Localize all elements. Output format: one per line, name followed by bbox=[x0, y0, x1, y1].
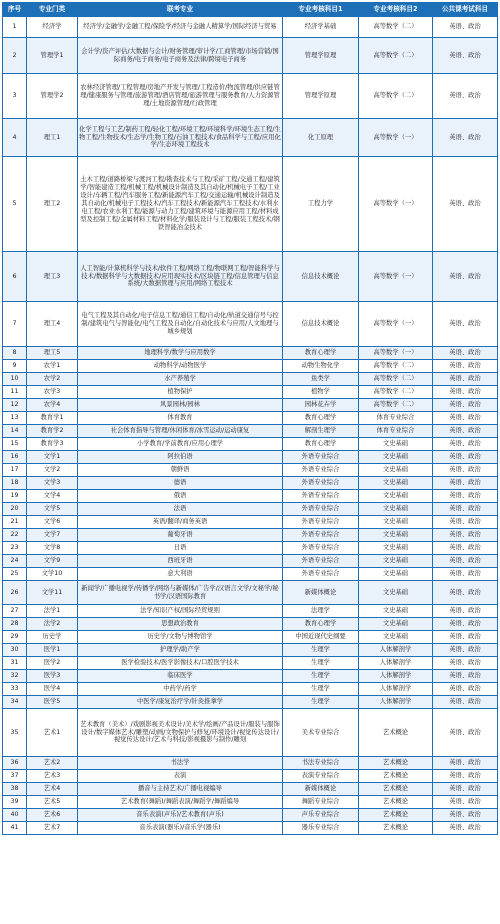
table-cell: 工程力学 bbox=[283, 157, 359, 252]
table-cell: 英语、政治 bbox=[433, 529, 498, 542]
table-cell: 人体解剖学 bbox=[359, 696, 433, 709]
table-cell: 人体解剖学 bbox=[359, 670, 433, 683]
table-cell: 英语、政治 bbox=[433, 683, 498, 696]
table-cell: 农学2 bbox=[27, 373, 78, 386]
table-cell: 新媒体概论 bbox=[283, 581, 359, 605]
header-cell: 专业考核科目1 bbox=[283, 3, 359, 17]
table-cell: 英语、政治 bbox=[433, 38, 498, 74]
table-cell: 教育心理学 bbox=[283, 618, 359, 631]
table-cell: 41 bbox=[3, 822, 27, 835]
table-cell: 水产养殖学 bbox=[78, 373, 283, 386]
table-row bbox=[3, 490, 498, 503]
table-cell: 艺术概论 bbox=[359, 783, 433, 796]
table-cell: 英语、政治 bbox=[433, 618, 498, 631]
table-cell: 英语、政治 bbox=[433, 119, 498, 157]
table-cell: 法理学 bbox=[283, 605, 359, 618]
table-cell: 管理学原理 bbox=[283, 74, 359, 119]
table-cell: 中国近现代史纲要 bbox=[283, 631, 359, 644]
table-cell: 小学教育/学前教育/应用心理学 bbox=[78, 438, 283, 451]
table-cell: 教育学3 bbox=[27, 438, 78, 451]
table-cell: 美术专业综合 bbox=[283, 709, 359, 757]
table-body bbox=[3, 17, 498, 835]
table-cell: 英语、政治 bbox=[433, 657, 498, 670]
table-cell: 外语专业综合 bbox=[283, 464, 359, 477]
table-cell: 理工5 bbox=[27, 347, 78, 360]
table-cell: 英语、政治 bbox=[433, 360, 498, 373]
table-row bbox=[3, 783, 498, 796]
table-cell: 医学4 bbox=[27, 683, 78, 696]
table-cell: 英语、政治 bbox=[433, 412, 498, 425]
table-cell: 器乐专业综合 bbox=[283, 822, 359, 835]
table-cell: 外语专业综合 bbox=[283, 451, 359, 464]
table-cell: 文学6 bbox=[27, 516, 78, 529]
table-cell: 医学2 bbox=[27, 657, 78, 670]
table-cell: 34 bbox=[3, 696, 27, 709]
table-cell: 英语、政治 bbox=[433, 709, 498, 757]
table-cell: 高等数学（一） bbox=[359, 252, 433, 302]
table bbox=[2, 2, 498, 835]
table-row bbox=[3, 516, 498, 529]
table-cell: 意大利语 bbox=[78, 568, 283, 581]
table-cell: 高等数学（二） bbox=[359, 386, 433, 399]
table-row bbox=[3, 757, 498, 770]
table-cell: 朝鲜语 bbox=[78, 464, 283, 477]
table-cell: 动物科学/动物医学 bbox=[78, 360, 283, 373]
table-row bbox=[3, 644, 498, 657]
table-row bbox=[3, 555, 498, 568]
table-cell: 文学1 bbox=[27, 451, 78, 464]
table-cell: 高等数学（二） bbox=[359, 360, 433, 373]
table-cell: 高等数学（二） bbox=[359, 74, 433, 119]
table-cell: 英语、政治 bbox=[433, 696, 498, 709]
table-cell: 教育心理学 bbox=[283, 347, 359, 360]
table-cell: 17 bbox=[3, 464, 27, 477]
table-cell: 表演专业综合 bbox=[283, 770, 359, 783]
table-cell: 教育学1 bbox=[27, 412, 78, 425]
table-cell: 39 bbox=[3, 796, 27, 809]
table-cell: 27 bbox=[3, 605, 27, 618]
table-cell: 英语、政治 bbox=[433, 516, 498, 529]
header-cell: 序号 bbox=[3, 3, 27, 17]
table-cell: 英语、政治 bbox=[433, 17, 498, 38]
table-cell: 俄语 bbox=[78, 490, 283, 503]
table-cell: 外语专业综合 bbox=[283, 490, 359, 503]
table-cell: 2 bbox=[3, 38, 27, 74]
table-cell: 36 bbox=[3, 757, 27, 770]
table-cell: 35 bbox=[3, 709, 27, 757]
table-cell: 18 bbox=[3, 477, 27, 490]
table-cell: 文史基础 bbox=[359, 438, 433, 451]
table-cell: 医学5 bbox=[27, 696, 78, 709]
table-cell: 艺术3 bbox=[27, 770, 78, 783]
table-row bbox=[3, 542, 498, 555]
table-cell: 经济学/金融学/金融工程/保险学/经济与金融人精算学/国际经济与贸易 bbox=[78, 17, 283, 38]
table-row bbox=[3, 605, 498, 618]
table-cell: 英语、政治 bbox=[433, 252, 498, 302]
table-cell: 法语 bbox=[78, 503, 283, 516]
table-row bbox=[3, 425, 498, 438]
table-cell: 园林花卉学 bbox=[283, 399, 359, 412]
table-cell: 新媒体概论 bbox=[283, 783, 359, 796]
table-cell: 文学4 bbox=[27, 490, 78, 503]
table-cell: 英语、政治 bbox=[433, 399, 498, 412]
table-cell: 英语、政治 bbox=[433, 425, 498, 438]
table-cell: 文史基础 bbox=[359, 464, 433, 477]
table-cell: 地理科学/数学与应用数学 bbox=[78, 347, 283, 360]
table-cell: 阿拉伯语 bbox=[78, 451, 283, 464]
table-cell: 教育心理学 bbox=[283, 412, 359, 425]
table-cell: 日语 bbox=[78, 542, 283, 555]
table-cell: 文学10 bbox=[27, 568, 78, 581]
table-cell: 书法学 bbox=[78, 757, 283, 770]
table-cell: 思想政治教育 bbox=[78, 618, 283, 631]
table-cell: 艺术概论 bbox=[359, 796, 433, 809]
table-cell: 英语、政治 bbox=[433, 74, 498, 119]
table-cell: 英语、政治 bbox=[433, 555, 498, 568]
table-cell: 艺术概论 bbox=[359, 757, 433, 770]
table-cell: 植物保护 bbox=[78, 386, 283, 399]
table-cell: 文史基础 bbox=[359, 490, 433, 503]
table-cell: 高等数学（一） bbox=[359, 119, 433, 157]
table-cell: 文史基础 bbox=[359, 477, 433, 490]
table-cell: 文史基础 bbox=[359, 605, 433, 618]
table-cell: 11 bbox=[3, 386, 27, 399]
table-cell: 7 bbox=[3, 302, 27, 347]
table-row bbox=[3, 464, 498, 477]
table-cell: 文学5 bbox=[27, 503, 78, 516]
table-cell: 外语专业综合 bbox=[283, 555, 359, 568]
table-cell: 高等数学（一） bbox=[359, 302, 433, 347]
table-cell: 1 bbox=[3, 17, 27, 38]
table-cell: 4 bbox=[3, 119, 27, 157]
table-cell: 风景园林/园林 bbox=[78, 399, 283, 412]
table-cell: 信息技术概论 bbox=[283, 302, 359, 347]
header-cell: 公共课考试科目 bbox=[433, 3, 498, 17]
table-row bbox=[3, 477, 498, 490]
header-row bbox=[3, 3, 498, 17]
table-cell: 英语、政治 bbox=[433, 503, 498, 516]
table-cell: 历史学 bbox=[27, 631, 78, 644]
table-cell: 28 bbox=[3, 618, 27, 631]
table-cell: 9 bbox=[3, 360, 27, 373]
table-row bbox=[3, 503, 498, 516]
table-cell: 管理学原理 bbox=[283, 38, 359, 74]
table-cell: 文史基础 bbox=[359, 542, 433, 555]
table-cell: 14 bbox=[3, 425, 27, 438]
table-cell: 艺术教育(舞蹈)/舞蹈表演/舞蹈学/舞蹈编导 bbox=[78, 796, 283, 809]
table-cell: 护理学/助产学 bbox=[78, 644, 283, 657]
table-cell: 农学4 bbox=[27, 399, 78, 412]
table-cell: 外语专业综合 bbox=[283, 568, 359, 581]
table-cell: 生理学 bbox=[283, 670, 359, 683]
table-cell: 人体解剖学 bbox=[359, 657, 433, 670]
table-cell: 电气工程及其自动化/电子信息工程/通信工程/自动化/轨道交通信号与控制/建筑电气与智能化/电气工程及自动化/自动化技术与应用/人文地理与城乡规划 bbox=[78, 302, 283, 347]
table-cell: 英语、政治 bbox=[433, 542, 498, 555]
table-cell: 文史基础 bbox=[359, 618, 433, 631]
table-cell: 英语、政治 bbox=[433, 157, 498, 252]
table-cell: 医学3 bbox=[27, 670, 78, 683]
table-cell: 德语 bbox=[78, 477, 283, 490]
table-cell: 播音与主持艺术/广播电视编导 bbox=[78, 783, 283, 796]
table-cell: 西班牙语 bbox=[78, 555, 283, 568]
table-cell: 农学3 bbox=[27, 386, 78, 399]
table-cell: 25 bbox=[3, 568, 27, 581]
table-row bbox=[3, 451, 498, 464]
table-cell: 文史基础 bbox=[359, 516, 433, 529]
table-cell: 英语、政治 bbox=[433, 822, 498, 835]
table-cell: 管理学1 bbox=[27, 38, 78, 74]
table-cell: 艺术概论 bbox=[359, 709, 433, 757]
table-cell: 艺术6 bbox=[27, 809, 78, 822]
table-row bbox=[3, 796, 498, 809]
table-cell: 英语、政治 bbox=[433, 451, 498, 464]
table-cell: 文学7 bbox=[27, 529, 78, 542]
table-cell: 文史基础 bbox=[359, 529, 433, 542]
table-cell: 会计学/资产评估/大数据与会计/财务管理/审计学/工商管理/市场营销/国际商务/电子商务/电子商务及法律/跨境电子商务 bbox=[78, 38, 283, 74]
table-row bbox=[3, 347, 498, 360]
table-cell: 英语、政治 bbox=[433, 438, 498, 451]
table-cell: 医学检验技术/医学影像技术/口腔医学技术 bbox=[78, 657, 283, 670]
table-row bbox=[3, 74, 498, 119]
table-row bbox=[3, 822, 498, 835]
table-cell: 社会体育指导与管理/休闲体育/冰雪运动/运动康复 bbox=[78, 425, 283, 438]
table-cell: 英语、政治 bbox=[433, 477, 498, 490]
table-row bbox=[3, 38, 498, 74]
table-cell: 艺术概论 bbox=[359, 770, 433, 783]
table-row bbox=[3, 657, 498, 670]
table-cell: 管理学2 bbox=[27, 74, 78, 119]
table-cell: 英语、政治 bbox=[433, 809, 498, 822]
table-cell: 解剖生理学 bbox=[283, 425, 359, 438]
table-row bbox=[3, 17, 498, 38]
table-cell: 理工2 bbox=[27, 157, 78, 252]
header-cell: 专业门类 bbox=[27, 3, 78, 17]
table-cell: 舞蹈专业综合 bbox=[283, 796, 359, 809]
table-cell: 外语专业综合 bbox=[283, 529, 359, 542]
table-cell: 化学工程与工艺/制药工程/轻化工程/环境工程/环境科学/环境生态工程/生物工程/生物技术/生态学/生物工程/石油工程技术/食品科学与工程/应用化学/生态环境工程技术 bbox=[78, 119, 283, 157]
table-cell: 体育专业综合 bbox=[359, 412, 433, 425]
table-cell: 16 bbox=[3, 451, 27, 464]
table-cell: 8 bbox=[3, 347, 27, 360]
table-cell: 文史基础 bbox=[359, 451, 433, 464]
table-row bbox=[3, 581, 498, 605]
table-cell: 15 bbox=[3, 438, 27, 451]
table-cell: 教育学2 bbox=[27, 425, 78, 438]
table-row bbox=[3, 631, 498, 644]
table-cell: 高等数学（一） bbox=[359, 347, 433, 360]
table-cell: 高等数学（二） bbox=[359, 17, 433, 38]
table-cell: 医学1 bbox=[27, 644, 78, 657]
table-cell: 理工1 bbox=[27, 119, 78, 157]
table-cell: 21 bbox=[3, 516, 27, 529]
table-cell: 英语、政治 bbox=[433, 605, 498, 618]
table-cell: 农林经济管理/工程管理/房地产开发与管理/工程造价/物流管理/供应链管理/健康服务与管理/旅游管理/酒店管理/旅游管理与服务教育/人力资源管理/土地资源管理/行政管理 bbox=[78, 74, 283, 119]
table-cell: 临床医学 bbox=[78, 670, 283, 683]
table-cell: 教育心理学 bbox=[283, 438, 359, 451]
table-row bbox=[3, 529, 498, 542]
table-cell: 艺术教育（美术）/戏剧影视美术设计/美术学/绘画/产品设计/服装与服饰设计/数字媒体艺术/雕塑/动画/文物保护与修复/环境设计/视觉传达设计/视觉传达设计/艺术与科技/影视摄影与制作/雕刻 bbox=[78, 709, 283, 757]
table-cell: 体育教育 bbox=[78, 412, 283, 425]
table-cell: 声乐专业综合 bbox=[283, 809, 359, 822]
table-row bbox=[3, 770, 498, 783]
table-cell: 文史基础 bbox=[359, 581, 433, 605]
table-cell: 英语、政治 bbox=[433, 770, 498, 783]
table-cell: 19 bbox=[3, 490, 27, 503]
table-cell: 人体解剖学 bbox=[359, 644, 433, 657]
table-cell: 文学8 bbox=[27, 542, 78, 555]
table-cell: 经济学基础 bbox=[283, 17, 359, 38]
table-row bbox=[3, 386, 498, 399]
table-cell: 英语、政治 bbox=[433, 464, 498, 477]
table-header bbox=[3, 3, 498, 17]
table-cell: 高等数学（二） bbox=[359, 399, 433, 412]
table-cell: 12 bbox=[3, 399, 27, 412]
table-cell: 文学9 bbox=[27, 555, 78, 568]
table-row bbox=[3, 302, 498, 347]
table-cell: 外语专业综合 bbox=[283, 542, 359, 555]
table-cell: 外语专业综合 bbox=[283, 503, 359, 516]
table-cell: 艺术1 bbox=[27, 709, 78, 757]
table-cell: 艺术4 bbox=[27, 783, 78, 796]
table-cell: 生理学 bbox=[283, 644, 359, 657]
table-cell: 英语、政治 bbox=[433, 796, 498, 809]
table-cell: 英语、政治 bbox=[433, 631, 498, 644]
header-cell: 联考专业 bbox=[78, 3, 283, 17]
table-cell: 5 bbox=[3, 157, 27, 252]
table-cell: 英语、政治 bbox=[433, 757, 498, 770]
table-cell: 新闻学/广播电视学/传播学/网络与新媒体/广告学/汉语言文学/文秘学/秘书学/汉语国际教育 bbox=[78, 581, 283, 605]
table-cell: 化工原理 bbox=[283, 119, 359, 157]
table-cell: 英语、政治 bbox=[433, 644, 498, 657]
header-cell: 专业考核科目2 bbox=[359, 3, 433, 17]
table-cell: 艺术概论 bbox=[359, 822, 433, 835]
table-cell: 理工3 bbox=[27, 252, 78, 302]
table-cell: 英语、政治 bbox=[433, 783, 498, 796]
table-cell: 外语专业综合 bbox=[283, 516, 359, 529]
table-cell: 文学3 bbox=[27, 477, 78, 490]
table-cell: 书法专业综合 bbox=[283, 757, 359, 770]
table-cell: 中医学/康复治疗学/针灸推拿学 bbox=[78, 696, 283, 709]
table-cell: 24 bbox=[3, 555, 27, 568]
table-cell: 葡萄牙语 bbox=[78, 529, 283, 542]
table-cell: 13 bbox=[3, 412, 27, 425]
table-cell: 英语、政治 bbox=[433, 581, 498, 605]
table-row bbox=[3, 709, 498, 757]
table-cell: 文学2 bbox=[27, 464, 78, 477]
table-cell: 生理学 bbox=[283, 657, 359, 670]
table-cell: 生理学 bbox=[283, 696, 359, 709]
table-cell: 40 bbox=[3, 809, 27, 822]
table-cell: 3 bbox=[3, 74, 27, 119]
table-cell: 英语、政治 bbox=[433, 670, 498, 683]
table-cell: 动物生物化学 bbox=[283, 360, 359, 373]
table-cell: 英语、政治 bbox=[433, 302, 498, 347]
table-cell: 英语、政治 bbox=[433, 347, 498, 360]
table-cell: 38 bbox=[3, 783, 27, 796]
table-cell: 高等数学（二） bbox=[359, 38, 433, 74]
table-cell: 文史基础 bbox=[359, 555, 433, 568]
table-cell: 法学/知识产权/国际经贸规则 bbox=[78, 605, 283, 618]
table-cell: 32 bbox=[3, 670, 27, 683]
table-cell: 6 bbox=[3, 252, 27, 302]
table-cell: 22 bbox=[3, 529, 27, 542]
table-cell: 体育专业综合 bbox=[359, 425, 433, 438]
table-cell: 人体解剖学 bbox=[359, 683, 433, 696]
table-cell: 理工4 bbox=[27, 302, 78, 347]
table-row bbox=[3, 373, 498, 386]
table-cell: 英语、政治 bbox=[433, 490, 498, 503]
table-cell: 法学2 bbox=[27, 618, 78, 631]
exam-subject-table bbox=[2, 2, 497, 920]
table-row bbox=[3, 399, 498, 412]
table-cell: 29 bbox=[3, 631, 27, 644]
table-row bbox=[3, 438, 498, 451]
table-cell: 中药学/药学 bbox=[78, 683, 283, 696]
table-row bbox=[3, 683, 498, 696]
table-cell: 33 bbox=[3, 683, 27, 696]
table-cell: 法学1 bbox=[27, 605, 78, 618]
table-cell: 英语、政治 bbox=[433, 386, 498, 399]
table-cell: 文史基础 bbox=[359, 568, 433, 581]
table-cell: 英语/翻译/商务英语 bbox=[78, 516, 283, 529]
table-cell: 艺术7 bbox=[27, 822, 78, 835]
table-cell: 外语专业综合 bbox=[283, 477, 359, 490]
table-row bbox=[3, 696, 498, 709]
table-row bbox=[3, 412, 498, 425]
table-cell: 植物学 bbox=[283, 386, 359, 399]
table-cell: 农学1 bbox=[27, 360, 78, 373]
table-cell: 信息技术概论 bbox=[283, 252, 359, 302]
table-cell: 高等数学（二） bbox=[359, 373, 433, 386]
table-row bbox=[3, 119, 498, 157]
table-row bbox=[3, 252, 498, 302]
table-cell: 艺术2 bbox=[27, 757, 78, 770]
table-cell: 31 bbox=[3, 657, 27, 670]
table-cell: 英语、政治 bbox=[433, 568, 498, 581]
table-row bbox=[3, 360, 498, 373]
table-cell: 艺术概论 bbox=[359, 809, 433, 822]
table-cell: 历史学/文物与博物馆学 bbox=[78, 631, 283, 644]
table-cell: 土木工程/道路桥梁与渡河工程/勘查技术与工程/采矿工程/交通工程/建筑学/智能建造工程/机械工程/机械设计制造及其自动化/机械电子工程/工业设计/车辆工程/汽车服务工程/新能源汽车工程/交通运输/机械设计制造及其自动化/机械电子工程技术/汽车工程技术/新能源汽车工程技术/水利水电工程/农业水利工程/能源与动力工程/建筑环境与能源应用工程/材料成型及控制工程/金属材料工程/材料化学/服装设计与工程/服装工程技术/钢铁智能冶金技术 bbox=[78, 157, 283, 252]
table-cell: 23 bbox=[3, 542, 27, 555]
table-cell: 30 bbox=[3, 644, 27, 657]
table-cell: 20 bbox=[3, 503, 27, 516]
table-cell: 生理学 bbox=[283, 683, 359, 696]
table-cell: 经济学 bbox=[27, 17, 78, 38]
table-cell: 10 bbox=[3, 373, 27, 386]
table-row bbox=[3, 157, 498, 252]
table-cell: 表演 bbox=[78, 770, 283, 783]
table-cell: 鱼类学 bbox=[283, 373, 359, 386]
table-cell: 音乐表演(器乐)/音乐学(器乐) bbox=[78, 822, 283, 835]
table-cell: 英语、政治 bbox=[433, 373, 498, 386]
table-cell: 37 bbox=[3, 770, 27, 783]
table-cell: 高等数学（一） bbox=[359, 157, 433, 252]
table-cell: 文史基础 bbox=[359, 503, 433, 516]
table-row bbox=[3, 670, 498, 683]
table-cell: 艺术5 bbox=[27, 796, 78, 809]
table-cell: 人工智能/计算机科学与技术/软件工程/网络工程/物联网工程/智能科学与技术/数据科学与大数据技术/应用现实技术/区块链工程/信息管理与信息系统/大数据管理与应用/网络工程技术 bbox=[78, 252, 283, 302]
table-row bbox=[3, 618, 498, 631]
table-cell: 文史基础 bbox=[359, 631, 433, 644]
table-row bbox=[3, 809, 498, 822]
table-row bbox=[3, 568, 498, 581]
table-cell: 文学11 bbox=[27, 581, 78, 605]
table-cell: 26 bbox=[3, 581, 27, 605]
table-cell: 音乐表演(声乐)/艺术教育(声乐) bbox=[78, 809, 283, 822]
